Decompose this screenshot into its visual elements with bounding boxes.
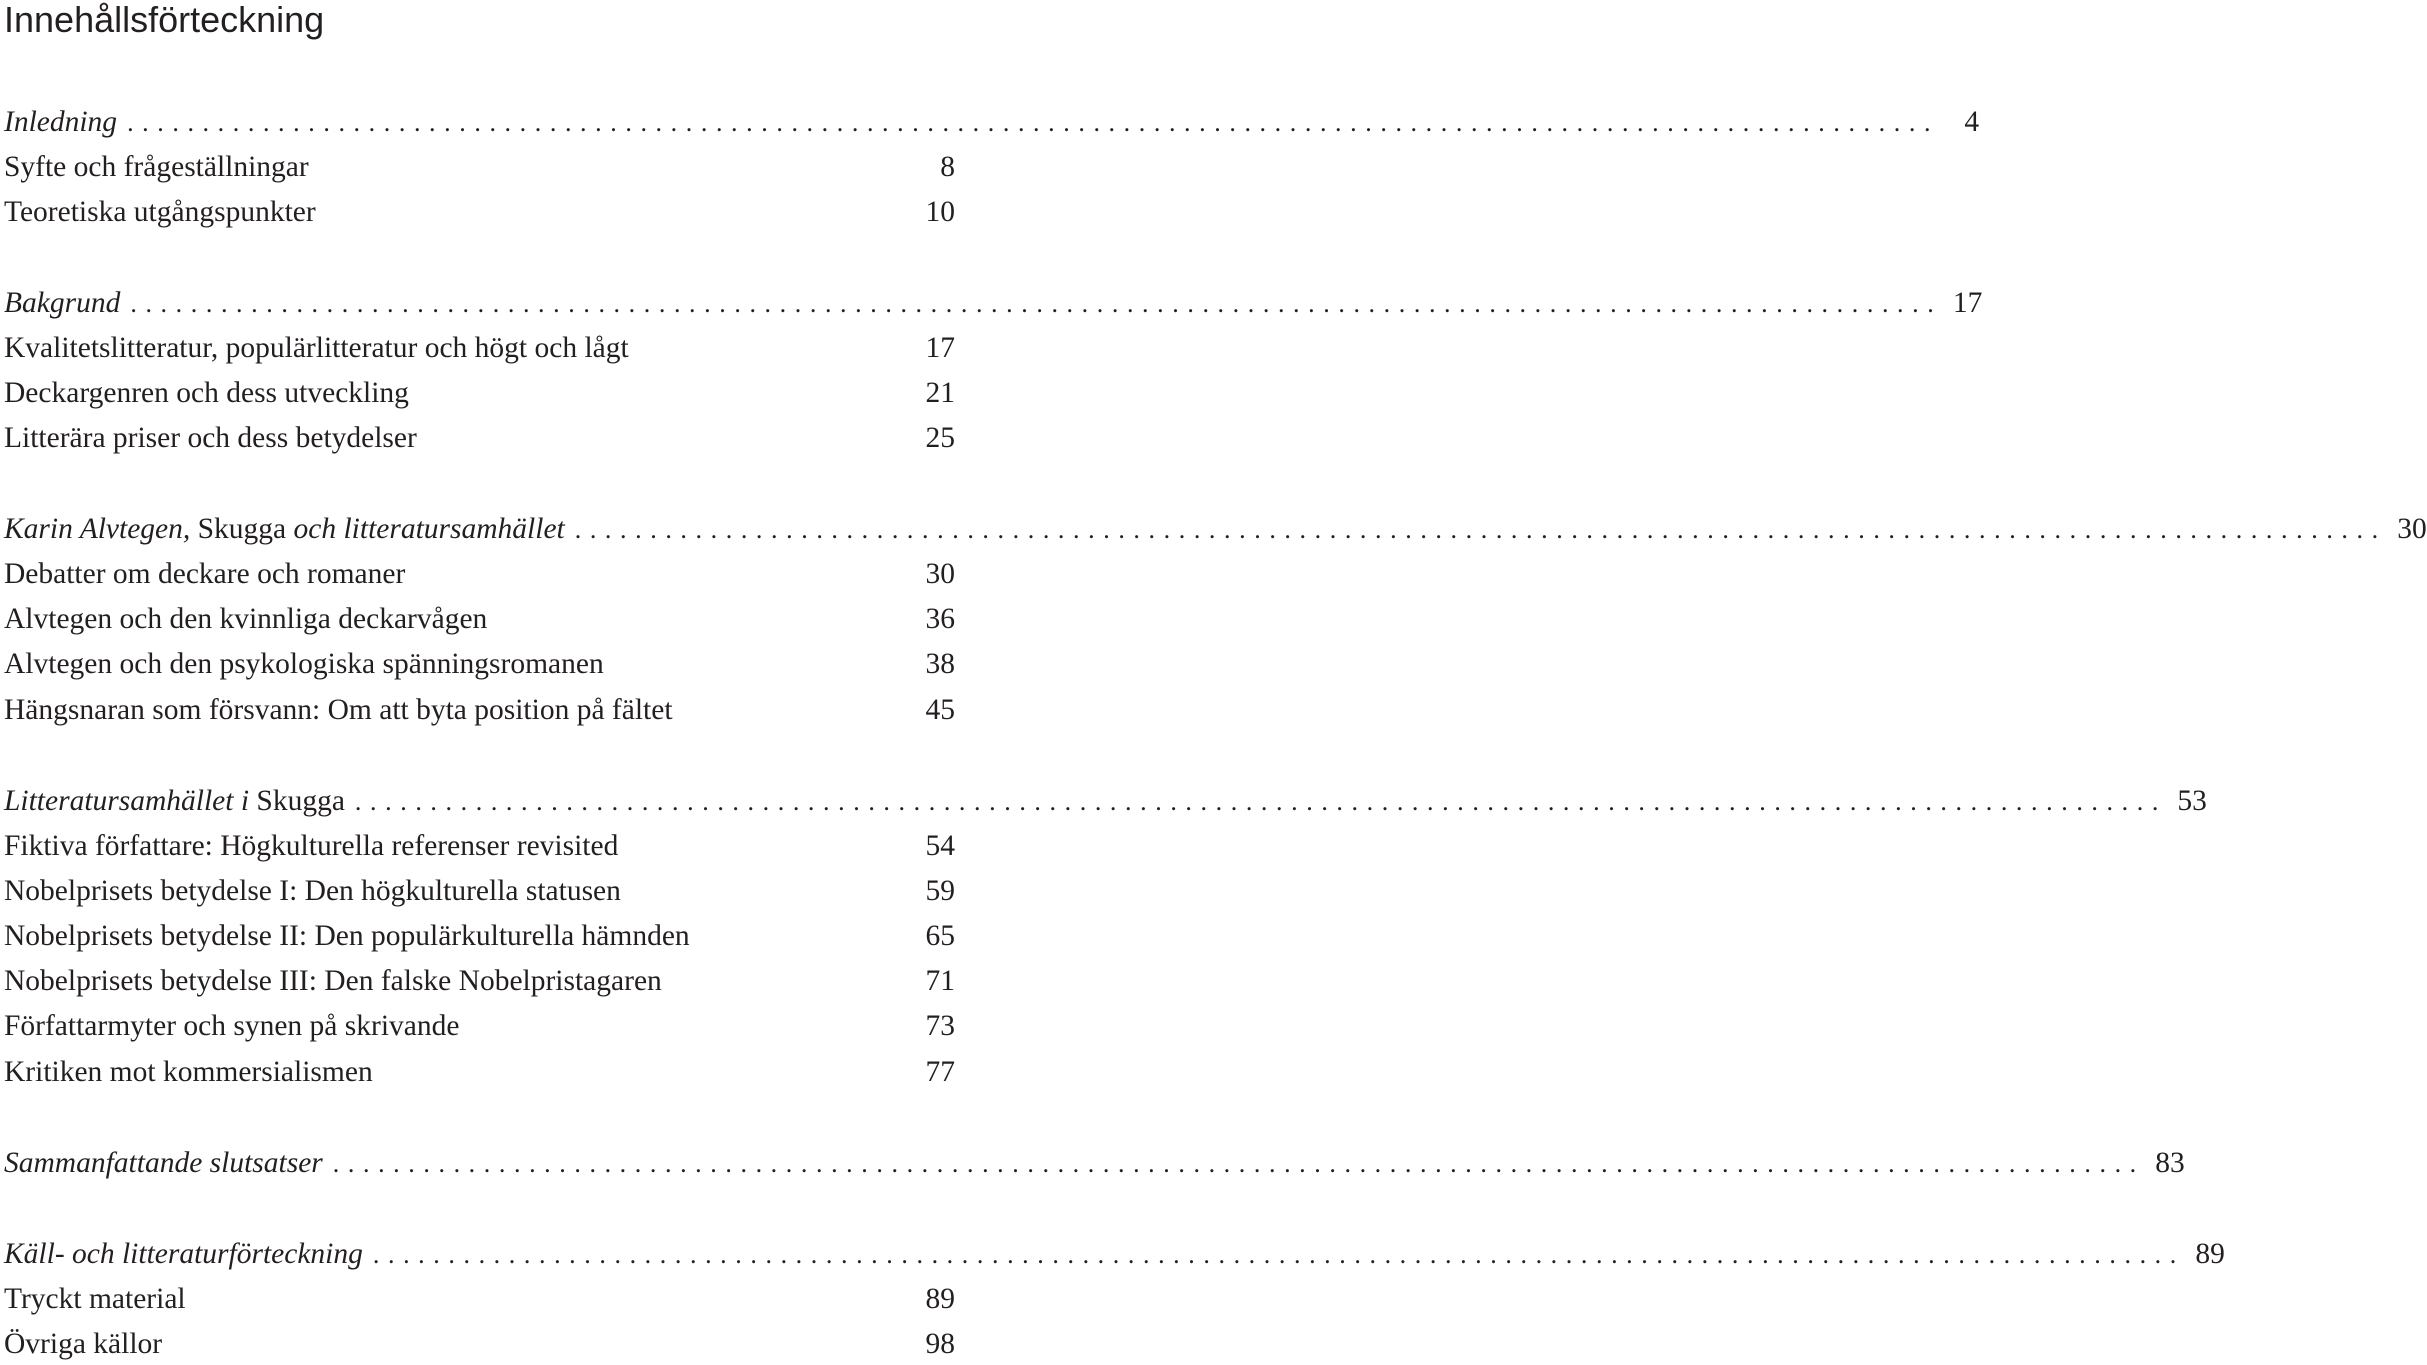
toc-entry-title-part: Nobelprisets betydelse I: Den högkulturella statusen [4, 875, 621, 907]
dot-leader: ........................................................................................................................ [127, 108, 1940, 137]
toc-entry-title-part: Debatter om deckare och romaner [4, 558, 406, 590]
toc-entry-title [4, 1233, 363, 1275]
page-number: 30 [2397, 513, 2427, 545]
toc-entry-title-part: Övriga källor [4, 1328, 163, 1360]
toc-entry [4, 327, 955, 369]
toc-entry-title-part: Litterära priser och dess betydelser [4, 422, 417, 454]
toc-entry-title [4, 1051, 373, 1093]
toc-entry [4, 1233, 2225, 1275]
toc-entry-title [4, 417, 417, 459]
toc-entry [4, 508, 2427, 550]
toc-entry [4, 689, 955, 731]
page-number: 59 [925, 875, 955, 907]
toc-entry-title-part: Käll- och litteraturförteckning [4, 1238, 363, 1270]
toc-entry-title-part: Syfte och frågeställningar [4, 151, 309, 183]
toc-entry-title-part: Författarmyter och synen på skrivande [4, 1010, 460, 1042]
toc-entry-title-part: Bakgrund [4, 287, 121, 319]
toc-entry-title [4, 553, 405, 595]
page-number: 8 [940, 151, 955, 183]
toc-entry-title-part: Skugga [256, 785, 345, 817]
page-number: 25 [925, 422, 955, 454]
toc-entry-title [4, 960, 662, 1002]
toc-entry [4, 1051, 955, 1093]
page-number: 71 [925, 965, 955, 997]
toc-entry [4, 417, 955, 459]
toc-entry-title-part: Kritiken mot kommersialismen [4, 1056, 373, 1088]
toc-entry [4, 960, 955, 1002]
page-number: 77 [925, 1056, 955, 1088]
toc-entry-title [4, 146, 309, 188]
dot-leader: ........................................................................................................................ [574, 515, 2387, 544]
dot-leader: ........................................................................................................................ [354, 787, 2167, 816]
dot-leader: ........................................................................................................................ [372, 1240, 2185, 1269]
toc-entry [4, 191, 955, 233]
page-number: 73 [925, 1010, 955, 1042]
toc-entry-title-part: Inledning [4, 106, 118, 138]
toc-entry-title [4, 780, 345, 822]
toc-entry [4, 1142, 2185, 1184]
toc-entry [4, 1005, 955, 1047]
toc-entry-title [4, 101, 117, 143]
toc-entry-title [4, 598, 487, 640]
toc-entry-title-part: Alvtegen och den kvinnliga deckarvågen [4, 603, 488, 635]
toc-entry [4, 146, 955, 188]
page-number: 89 [925, 1283, 955, 1315]
toc-entry [4, 643, 955, 685]
page-number: 17 [925, 332, 955, 364]
toc-entry-title [4, 508, 565, 550]
toc-entry-title [4, 1005, 459, 1047]
toc-entry [4, 780, 2207, 822]
toc-entry [4, 598, 955, 640]
toc-entry-title-part: och litteratursamhället [286, 513, 565, 545]
toc-entry [4, 915, 955, 957]
toc-entry-title [4, 915, 690, 957]
page-number: 30 [925, 558, 955, 590]
dot-leader: ........................................................................................................................ [332, 1149, 2145, 1178]
toc-entry [4, 1278, 955, 1320]
toc-entry-title-part: Alvtegen och den psykologiska spänningsromanen [4, 648, 604, 680]
toc-entry-title [4, 1323, 162, 1365]
page-number: 83 [2155, 1147, 2185, 1179]
page-number: 65 [925, 920, 955, 952]
toc-entry-title [4, 689, 673, 731]
page-title: Innehållsförteckning [4, 0, 325, 40]
toc-entry [4, 101, 1980, 143]
page-number: 54 [925, 830, 955, 862]
toc-entry-title-part: Litteratursamhället i [4, 785, 257, 817]
page-number: 4 [1964, 106, 1980, 138]
toc-entry-title [4, 870, 621, 912]
toc-entry-title [4, 1278, 186, 1320]
toc-entry-title-part: Kvalitetslitteratur, populärlitteratur och högt och lågt [4, 332, 629, 364]
toc-entry-title-part: Karin Alvtegen, [4, 513, 198, 545]
toc-entry-title-part: Fiktiva författare: Högkulturella referenser revisited [4, 830, 619, 862]
toc-entry-title [4, 372, 409, 414]
page-number: 45 [925, 694, 955, 726]
page-number: 98 [925, 1328, 955, 1360]
toc-entry [4, 825, 955, 867]
toc-entry [4, 870, 955, 912]
toc-entry-title-part: Deckargenren och dess utveckling [4, 377, 409, 409]
toc-entry-title [4, 191, 316, 233]
toc-entry-title [4, 327, 629, 369]
toc-entry-title [4, 825, 618, 867]
toc-entry-title-part: Hängsnaran som försvann: Om att byta position på fältet [4, 694, 673, 726]
page-number: 36 [925, 603, 955, 635]
toc-entry [4, 553, 955, 595]
toc-entry [4, 372, 955, 414]
toc-entry-title [4, 1142, 323, 1184]
page-number: 10 [925, 196, 955, 228]
page-number: 17 [1952, 287, 1983, 319]
toc-entry-title-part: Tryckt material [4, 1283, 186, 1315]
toc-entry [4, 1323, 955, 1365]
toc-entry-title [4, 643, 604, 685]
page-number: 53 [2177, 785, 2207, 817]
toc-entry-title-part: Skugga [197, 513, 287, 545]
dot-leader: ........................................................................................................................ [130, 289, 1943, 318]
toc-entry [4, 282, 1983, 324]
page-number: 38 [925, 648, 955, 680]
toc-entry-title-part: Teoretiska utgångspunkter [4, 196, 316, 228]
toc-entry-title-part: Sammanfattande slutsatser [4, 1147, 323, 1179]
toc-entry-title [4, 282, 120, 324]
page-number: 21 [925, 377, 955, 409]
toc-entry-title-part: Nobelprisets betydelse III: Den falske Nobelpristagaren [4, 965, 662, 997]
toc-entry-title-part: Nobelprisets betydelse II: Den populärkulturella hämnden [4, 920, 690, 952]
page-number: 89 [2195, 1238, 2225, 1270]
